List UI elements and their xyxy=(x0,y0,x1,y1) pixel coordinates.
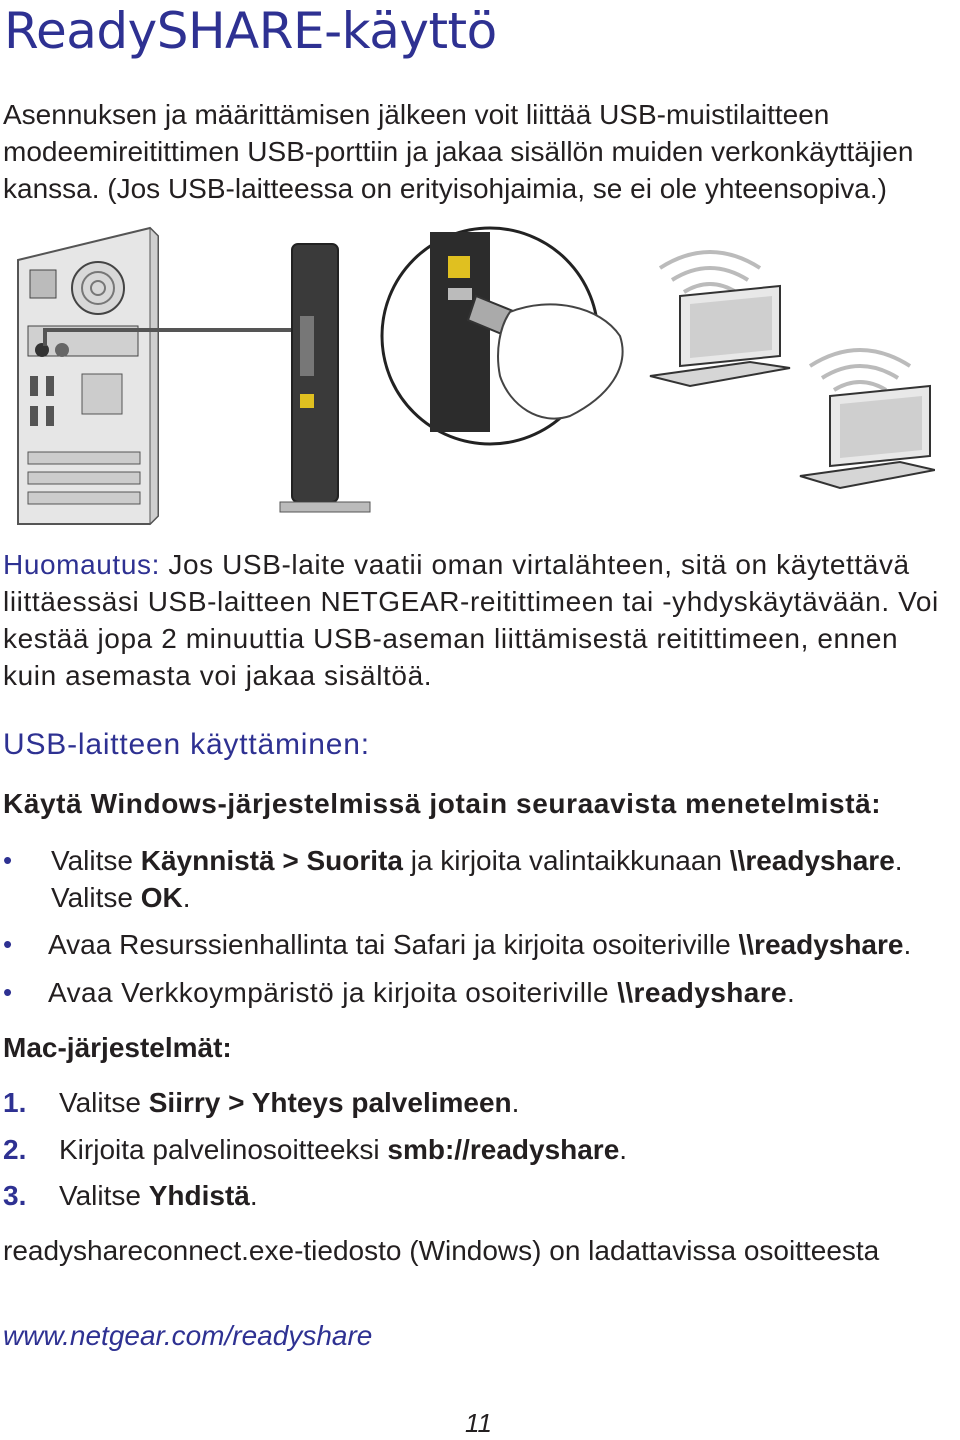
note-text: Jos USB-laite vaatii oman virtalähteen, sitä on käytettävä liittäessäsi USB-laitteen NETGEAR-reitittimeen tai -yhdyskäytävään. Voi kestää jopa 2 minuuttia USB-aseman liittämisestä reitittimeen, ennen kuin asemasta voi jakaa sisältöä. xyxy=(3,549,939,691)
mac-heading: Mac-järjestelmät: xyxy=(3,1032,232,1063)
step-number: 2. xyxy=(3,1134,27,1165)
step-text: Valitse Yhdistä. xyxy=(59,1180,258,1211)
step-text: Kirjoita palvelinosoitteeksi smb://readyshare. xyxy=(59,1134,628,1165)
note-label: Huomautus: xyxy=(3,549,160,580)
readyshare-illustration xyxy=(10,226,935,526)
readyshare-link[interactable]: www.netgear.com/readyshare xyxy=(3,1320,373,1351)
usb-usage-heading: USB-laitteen käyttäminen: xyxy=(3,728,370,761)
bullet-text: Avaa Verkkoympäristö ja kirjoita osoiteriville \\readyshare. xyxy=(48,977,796,1008)
hand-icon xyxy=(498,304,623,418)
windows-heading: Käytä Windows-järjestelmissä jotain seuraavista menetelmistä: xyxy=(3,788,882,819)
note-paragraph xyxy=(3,546,953,694)
bullet-text: Avaa Resurssienhallinta tai Safari ja kirjoita osoiteriville \\readyshare. xyxy=(48,929,912,960)
step-number: 3. xyxy=(3,1180,27,1211)
bullet-icon: • xyxy=(3,845,13,875)
bullet-text: Valitse Käynnistä > Suorita ja kirjoita valintaikkunaan \\readyshare. Valitse OK. xyxy=(51,845,903,913)
computer-tower-icon xyxy=(18,228,158,524)
intro-paragraph: Asennuksen ja määrittämisen jälkeen voit liittää USB-muistilaitteen modeemireitittimen USB-porttiin ja jakaa sisällön muiden verkonkäyttäjien kanssa. (Jos USB-laitteessa on erityisohjaimia, se ei ole yhteensopiva.) xyxy=(3,99,914,204)
bullet-icon: • xyxy=(3,929,13,959)
download-note: readyshareconnect.exe-tiedosto (Windows) on ladattavissa osoitteesta xyxy=(3,1235,880,1266)
page-number: 11 xyxy=(465,1408,492,1438)
router-icon xyxy=(280,244,370,512)
step-number: 1. xyxy=(3,1087,27,1118)
laptop-icon xyxy=(800,386,935,488)
step-text: Valitse Siirry > Yhteys palvelimeen. xyxy=(59,1087,520,1118)
laptop-icon xyxy=(650,286,790,386)
bullet-icon: • xyxy=(3,977,13,1007)
page-title: ReadySHARE-käyttö xyxy=(4,2,497,60)
